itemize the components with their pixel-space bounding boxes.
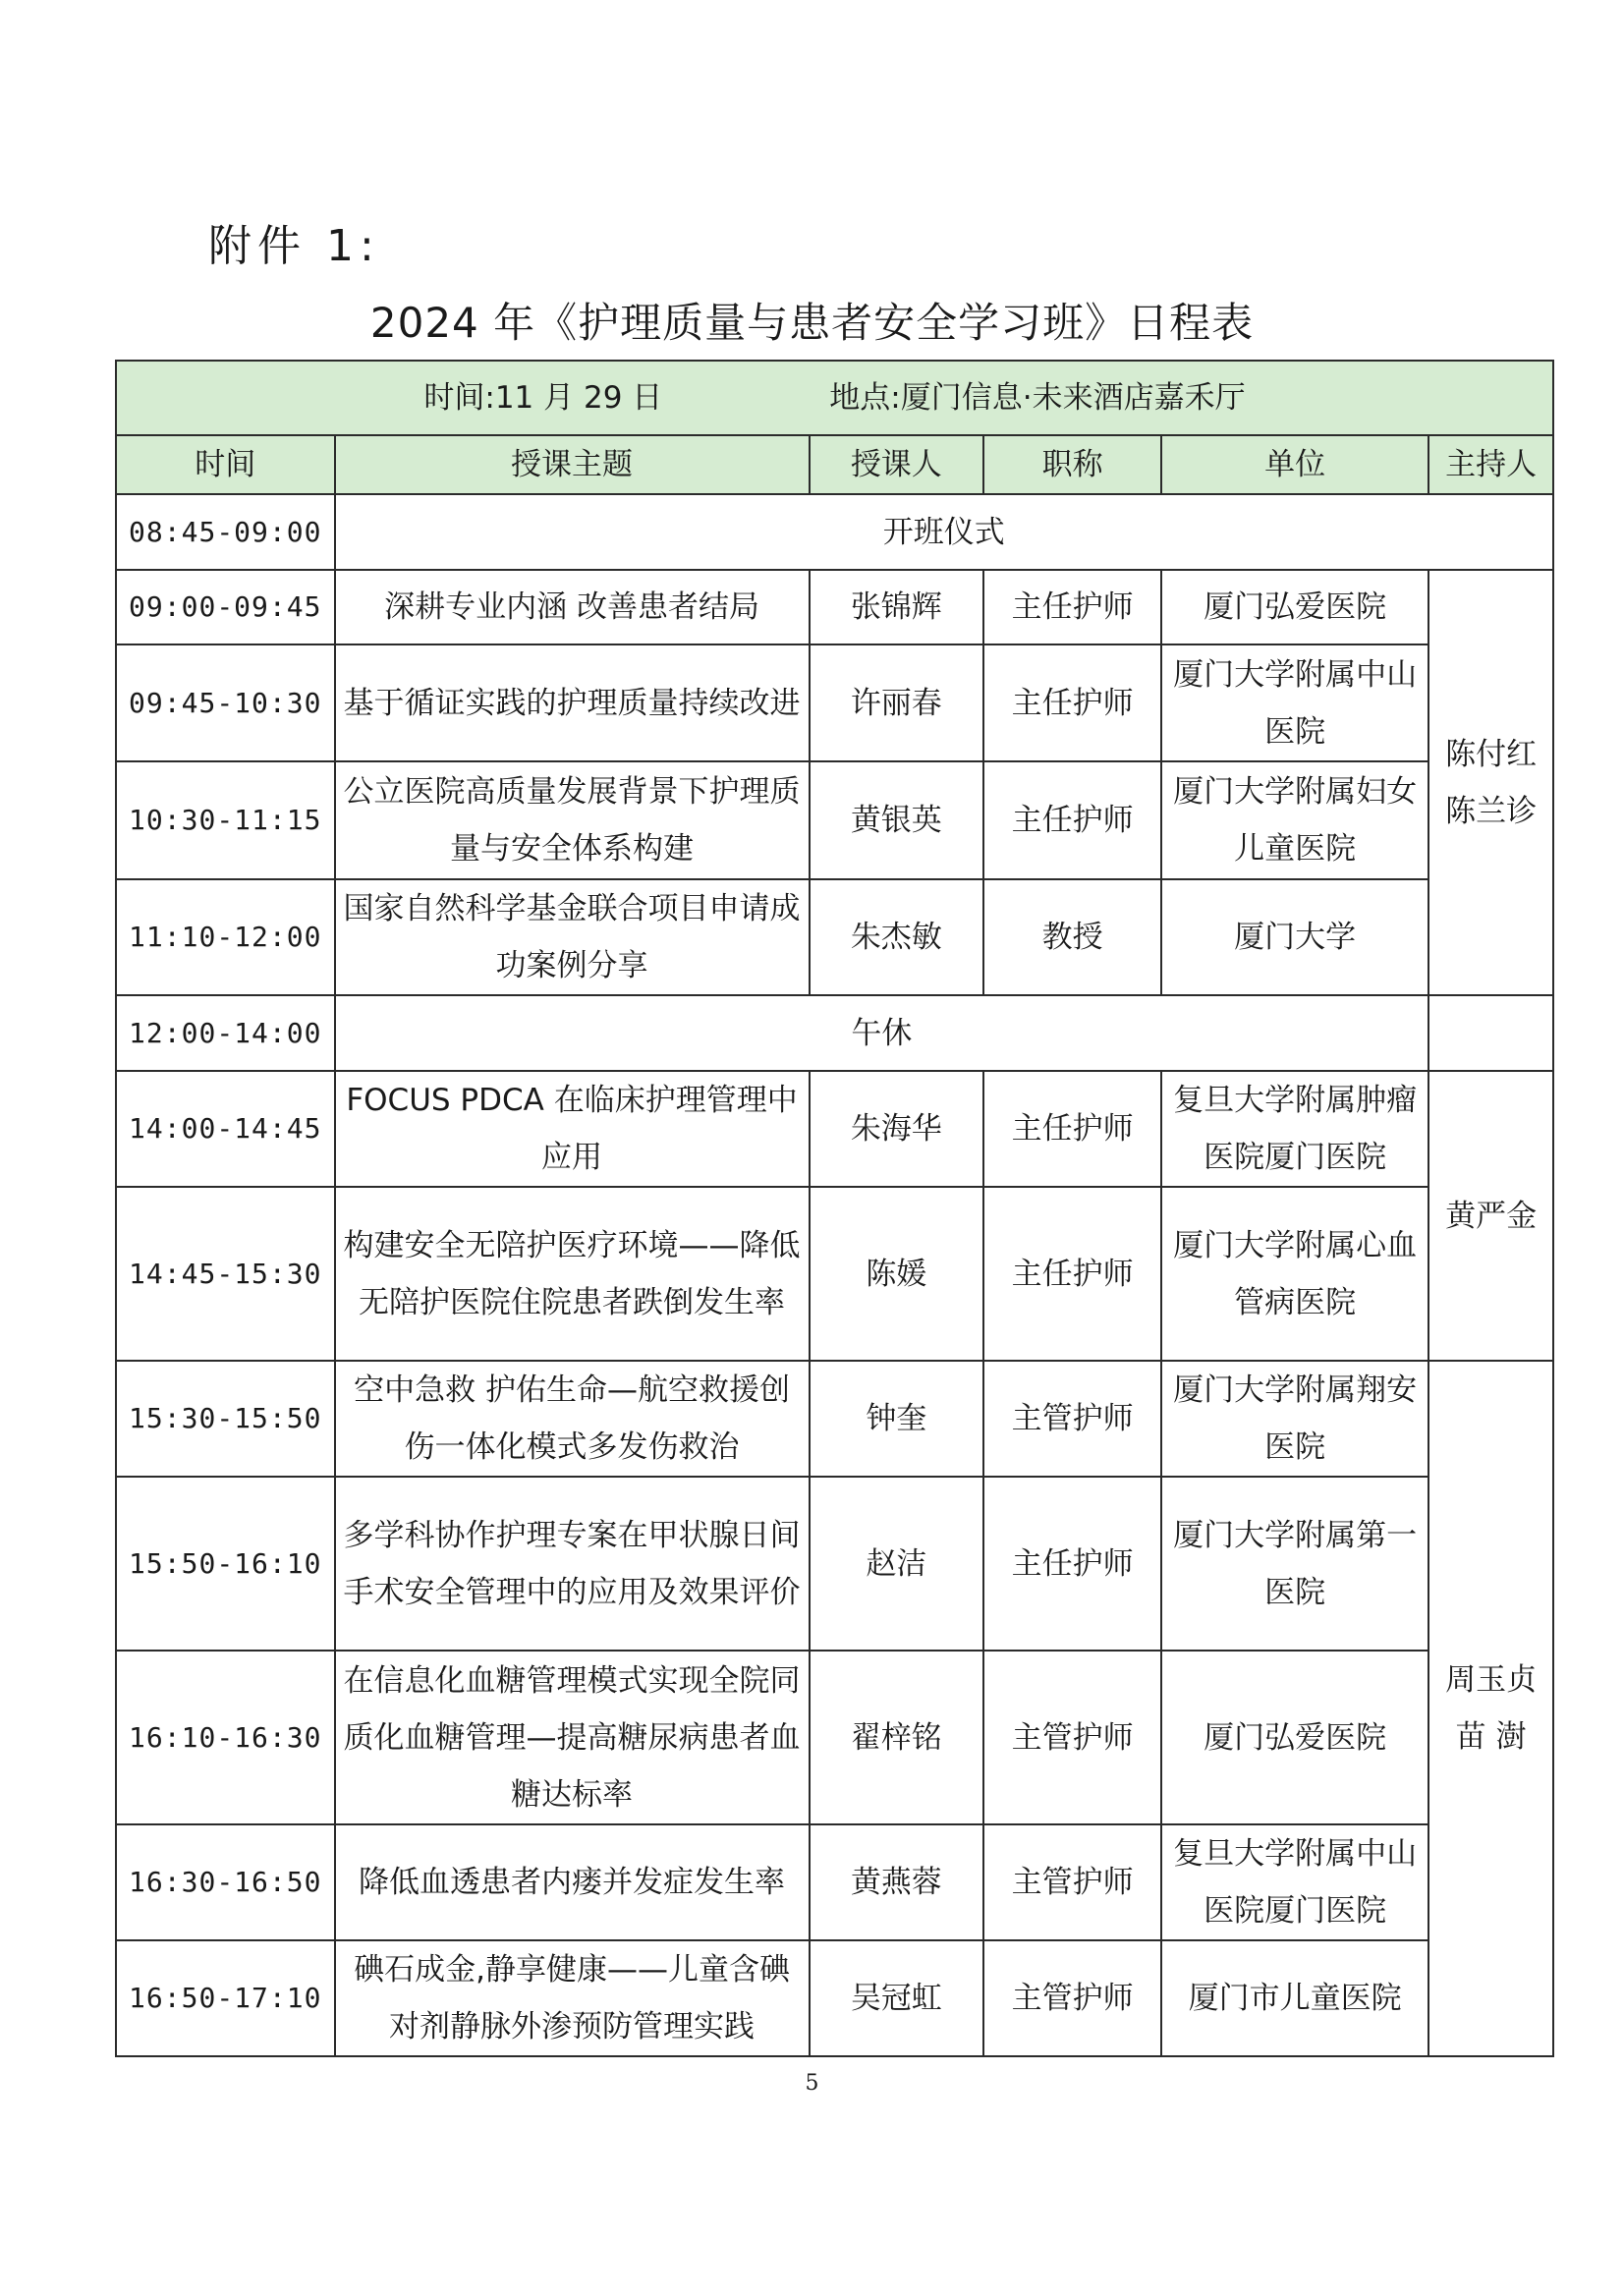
- table-row: [116, 1071, 1553, 1187]
- row-speaker: 钟奎: [810, 1361, 984, 1477]
- row-time: 16:50-17:10: [116, 1940, 335, 2056]
- row-title: 主任护师: [983, 1187, 1161, 1361]
- row-time: 09:00-09:45: [116, 570, 335, 644]
- row-topic: 国家自然科学基金联合项目申请成功案例分享: [335, 879, 810, 995]
- row-time: 08:45-09:00: [116, 494, 335, 570]
- row-time: 10:30-11:15: [116, 761, 335, 879]
- header-speaker: 授课人: [810, 435, 984, 494]
- info-time: 时间:11 月 29 日: [423, 380, 663, 416]
- attachment-label: 附件 1:: [208, 221, 380, 271]
- row-speaker: 赵洁: [810, 1477, 984, 1651]
- info-place: 地点:厦门信息·未来酒店嘉禾厅: [829, 380, 1246, 416]
- table-row: [116, 494, 1553, 570]
- row-speaker: 吴冠虹: [810, 1940, 984, 2056]
- row-topic: 空中急救 护佑生命—航空救援创伤一体化模式多发伤救治: [335, 1361, 810, 1477]
- row-title: 主管护师: [983, 1361, 1161, 1477]
- row-topic: 构建安全无陪护医疗环境——降低无陪护医院住院患者跌倒发生率: [335, 1187, 810, 1361]
- row-title: 主任护师: [983, 570, 1161, 644]
- header-title: 职称: [983, 435, 1161, 494]
- row-time: 09:45-10:30: [116, 644, 335, 761]
- info-row: [116, 361, 1553, 435]
- row-title: 教授: [983, 879, 1161, 995]
- row-topic: 碘石成金,静享健康——儿童含碘对剂静脉外渗预防管理实践: [335, 1940, 810, 2056]
- row-time: 14:45-15:30: [116, 1187, 335, 1361]
- table-row: [116, 1651, 1553, 1824]
- host-name: 陈付红: [1445, 736, 1538, 772]
- table-row: [116, 1477, 1553, 1651]
- row-topic: 多学科协作护理专案在甲状腺日间手术安全管理中的应用及效果评价: [335, 1477, 810, 1651]
- row-ceremony: 开班仪式: [335, 494, 1554, 570]
- row-time: 12:00-14:00: [116, 995, 335, 1071]
- row-time: 16:30-16:50: [116, 1824, 335, 1940]
- row-time: 11:10-12:00: [116, 879, 335, 995]
- row-unit: 厦门弘爱医院: [1161, 570, 1428, 644]
- row-time: 15:30-15:50: [116, 1361, 335, 1477]
- table-row: [116, 1187, 1553, 1361]
- host-morning: [1428, 570, 1553, 995]
- row-time: 14:00-14:45: [116, 1071, 335, 1187]
- info-cell: [116, 361, 1553, 435]
- table-row: [116, 1824, 1553, 1940]
- row-topic: 降低血透患者内瘘并发症发生率: [335, 1824, 810, 1940]
- row-title: 主任护师: [983, 644, 1161, 761]
- host-name: 周玉贞: [1445, 1662, 1538, 1698]
- host-name: 陈兰诊: [1445, 793, 1538, 829]
- row-speaker: 陈媛: [810, 1187, 984, 1361]
- row-unit: 厦门大学附属中山医院: [1161, 644, 1428, 761]
- row-unit: 厦门大学附属心血管病医院: [1161, 1187, 1428, 1361]
- row-speaker: 张锦辉: [810, 570, 984, 644]
- table-row: [116, 1940, 1553, 2056]
- row-title: 主管护师: [983, 1824, 1161, 1940]
- row-topic: 在信息化血糖管理模式实现全院同质化血糖管理—提高糖尿病患者血糖达标率: [335, 1651, 810, 1824]
- row-unit: 厦门大学附属第一医院: [1161, 1477, 1428, 1651]
- row-speaker: 黄燕蓉: [810, 1824, 984, 1940]
- row-time: 15:50-16:10: [116, 1477, 335, 1651]
- row-topic: 基于循证实践的护理质量持续改进: [335, 644, 810, 761]
- row-speaker: 许丽春: [810, 644, 984, 761]
- document-title: 2024 年《护理质量与患者安全学习班》日程表: [369, 299, 1255, 347]
- table-row: [116, 879, 1553, 995]
- table-row: [116, 570, 1553, 644]
- row-unit: 厦门弘爱医院: [1161, 1651, 1428, 1824]
- row-unit: 厦门大学附属妇女儿童医院: [1161, 761, 1428, 879]
- host-late-afternoon: [1428, 1361, 1553, 2056]
- host-empty: [1428, 995, 1553, 1071]
- row-speaker: 黄银英: [810, 761, 984, 879]
- row-title: 主管护师: [983, 1651, 1161, 1824]
- host-early-afternoon: [1428, 1071, 1553, 1361]
- row-speaker: 朱海华: [810, 1071, 984, 1187]
- table-row: [116, 761, 1553, 879]
- row-unit: 复旦大学附属中山医院厦门医院: [1161, 1824, 1428, 1940]
- row-speaker: 翟梓铭: [810, 1651, 984, 1824]
- row-time: 16:10-16:30: [116, 1651, 335, 1824]
- host-name: 苗 澍: [1455, 1719, 1527, 1755]
- host-name: 黄严金: [1445, 1198, 1538, 1234]
- row-title: 主任护师: [983, 761, 1161, 879]
- table-row: [116, 1361, 1553, 1477]
- header-unit: 单位: [1161, 435, 1428, 494]
- row-topic: 公立医院高质量发展背景下护理质量与安全体系构建: [335, 761, 810, 879]
- schedule-table: [115, 360, 1554, 2057]
- row-speaker: 朱杰敏: [810, 879, 984, 995]
- row-unit: 复旦大学附属肿瘤医院厦门医院: [1161, 1071, 1428, 1187]
- header-host: 主持人: [1428, 435, 1553, 494]
- row-title: 主任护师: [983, 1477, 1161, 1651]
- row-unit: 厦门大学: [1161, 879, 1428, 995]
- table-row: [116, 995, 1553, 1071]
- row-lunch: 午休: [335, 995, 1429, 1071]
- row-unit: 厦门市儿童医院: [1161, 1940, 1428, 2056]
- row-topic: FOCUS PDCA 在临床护理管理中应用: [335, 1071, 810, 1187]
- row-title: 主任护师: [983, 1071, 1161, 1187]
- header-row: [116, 435, 1553, 494]
- row-title: 主管护师: [983, 1940, 1161, 2056]
- row-unit: 厦门大学附属翔安医院: [1161, 1361, 1428, 1477]
- header-topic: 授课主题: [335, 435, 810, 494]
- row-topic: 深耕专业内涵 改善患者结局: [335, 570, 810, 644]
- table-row: [116, 644, 1553, 761]
- header-time: 时间: [116, 435, 335, 494]
- page-number: 5: [805, 2071, 819, 2096]
